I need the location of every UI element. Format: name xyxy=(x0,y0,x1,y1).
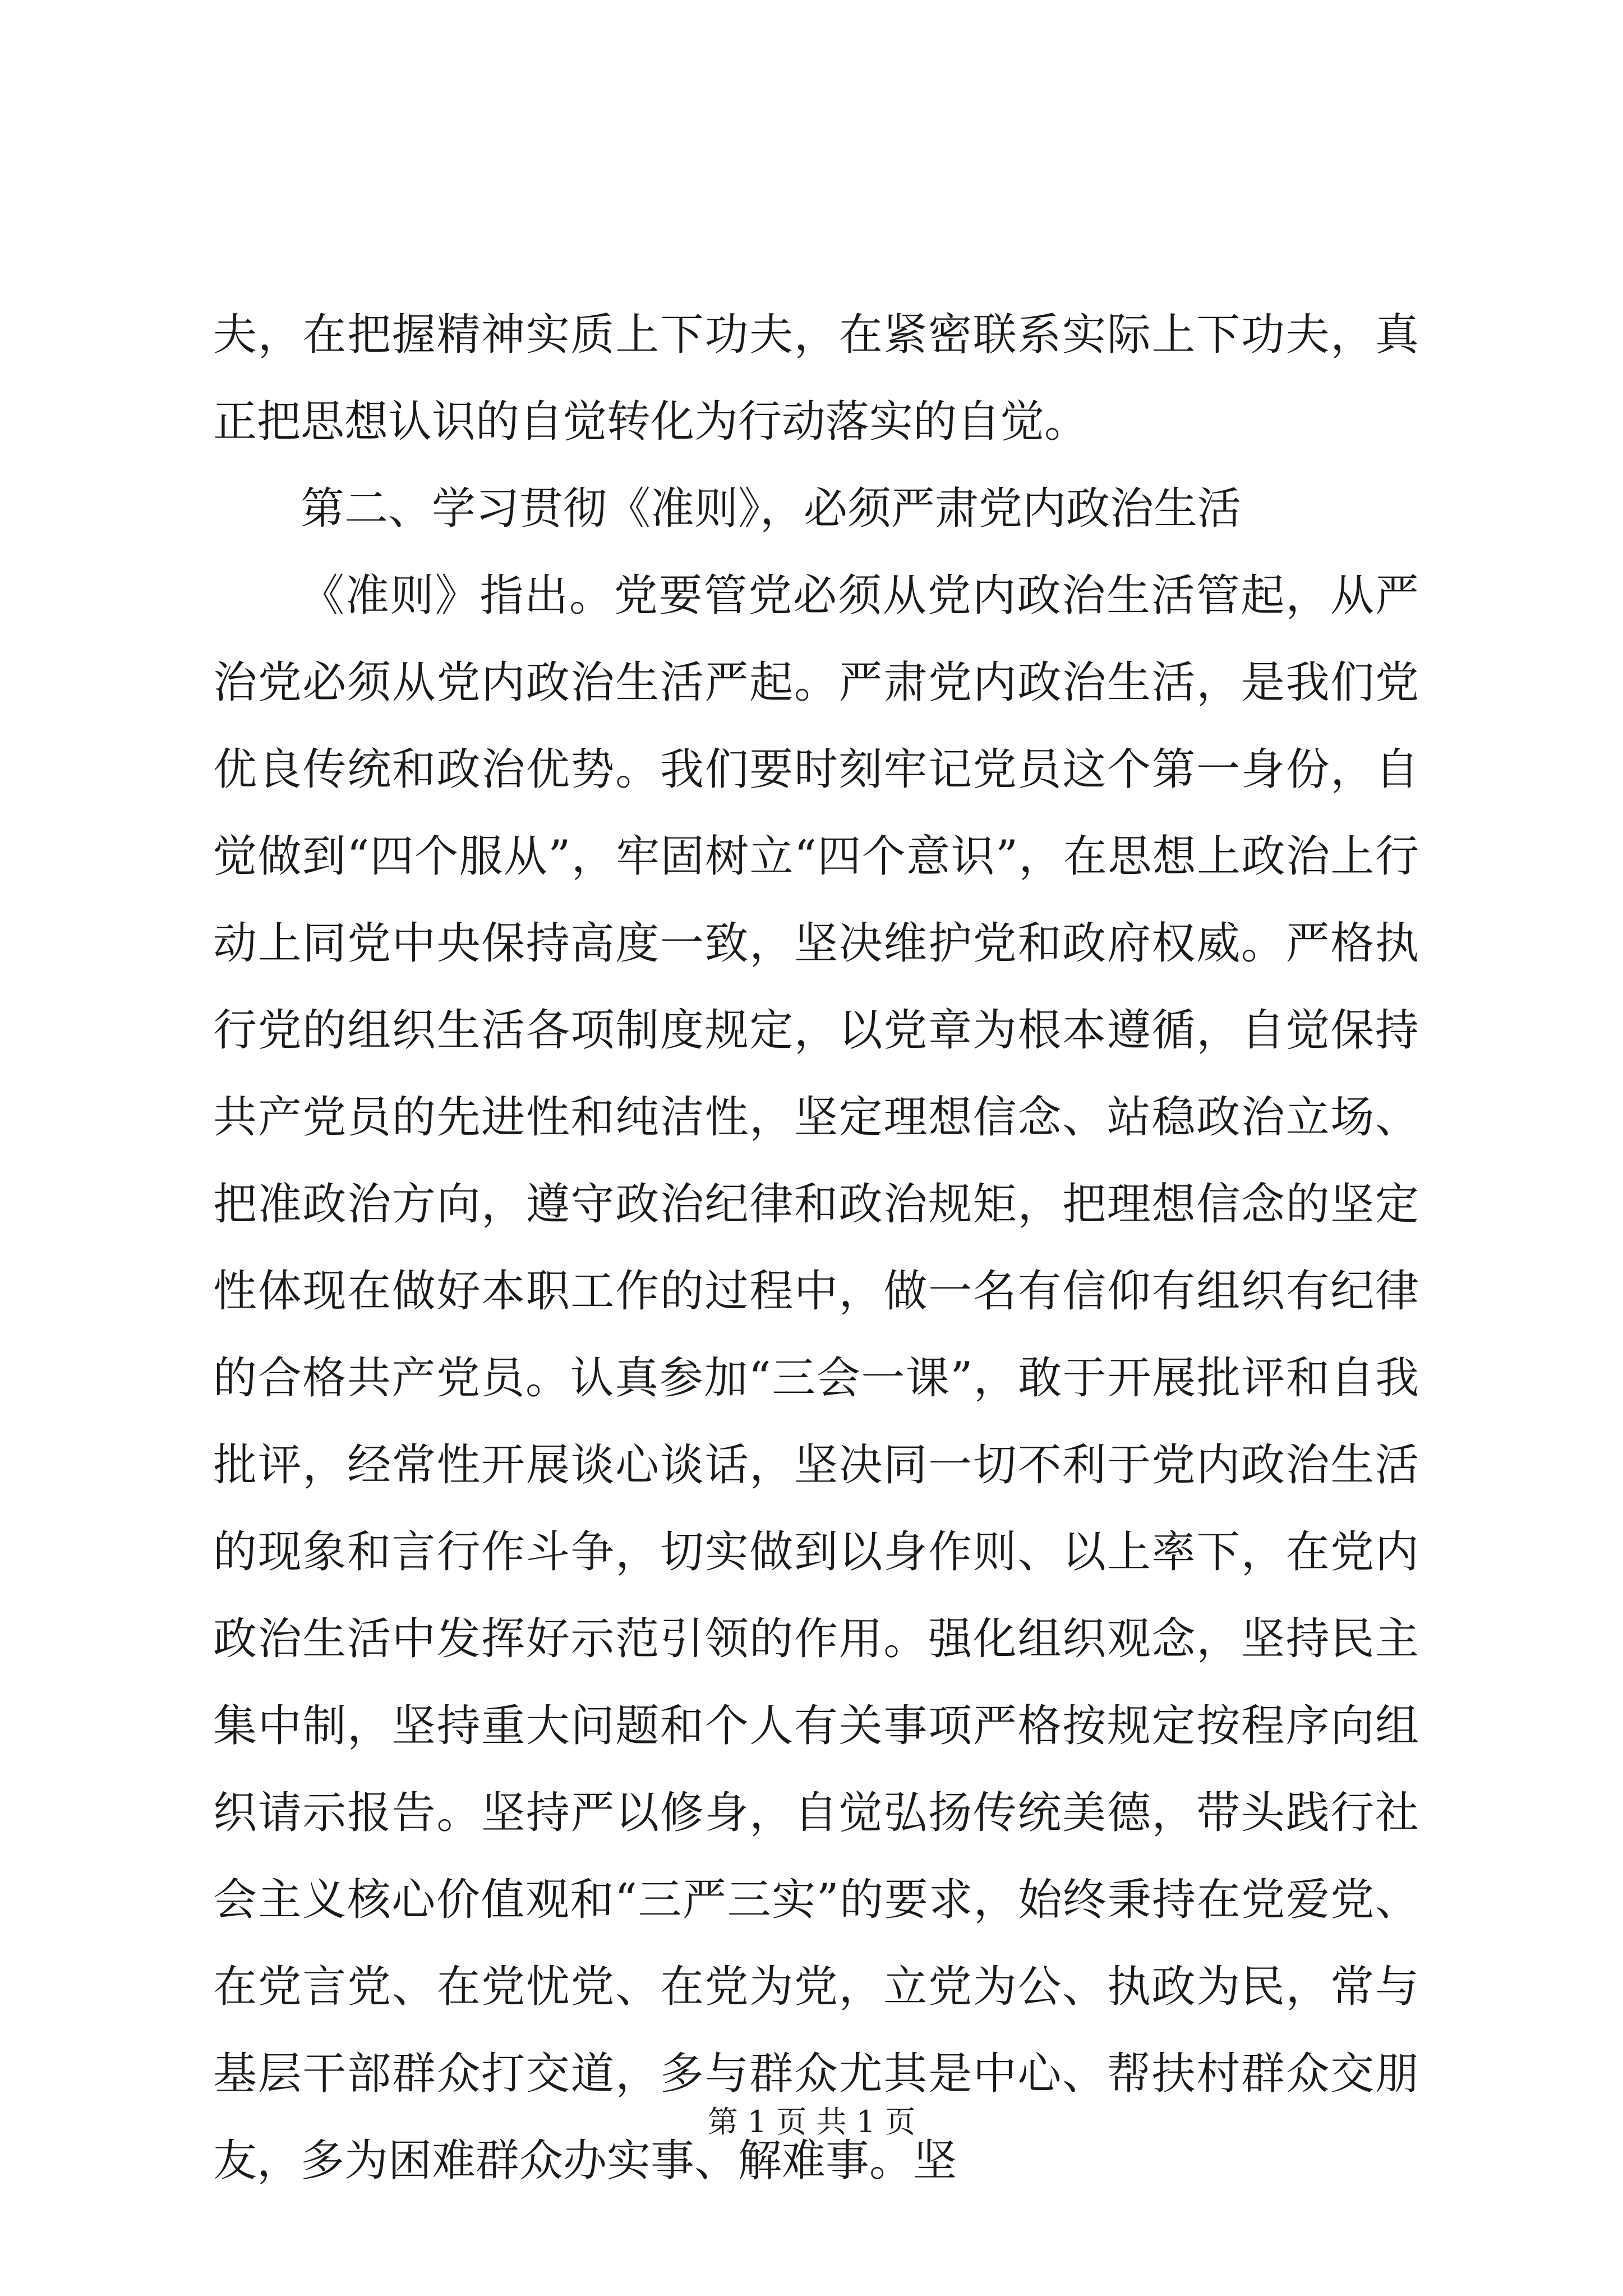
document-body xyxy=(213,292,1419,2205)
continuation-paragraph: 夫，在把握精神实质上下功夫，在紧密联系实际上下功夫，真正把思想认识的自觉转化为行动落实的自觉。 xyxy=(213,310,1419,447)
main-paragraph: 《准则》指出。党要管党必须从党内政治生活管起，从严治党必须从党内政治生活严起。严肃党内政治生活，是我们党优良传统和政治优势。我们要时刻牢记党员这个第一身份，自觉做到“四个服从”，牢固树立“四个意识”，在思想上政治上行动上同党中央保持高度一致，坚决维护党和政府权威。严格执行党的组织生活各项制度规定，以党章为根本遵循，自觉保持共产党员的先进性和纯洁性，坚定理想信念、站稳政治立场、把准政治方向，遵守政治纪律和政治规矩，把理想信念的坚定性体现在做好本职工作的过程中，做一名有信仰有组织有纪律的合格共产党员。认真参加“三会一课”，敢于开展批评和自我批评，经常性开展谈心谈话，坚决同一切不利于党内政治生活的现象和言行作斗争，切实做到以身作则、以上率下，在党内政治生活中发挥好示范引领的作用。强化组织观念，坚持民主集中制，坚持重大问题和个人有关事项严格按规定按程序向组织请示报告。坚持严以修身，自觉弘扬传统美德，带头践行社会主义核心价值观和“三严三实”的要求，始终秉持在党爱党、在党言党、在党忧党、在党为党，立党为公、执政为民，常与基层干部群众打交道，多与群众尤其是中心、帮扶村群众交朋友，多为困难群众办实事、解难事。坚 xyxy=(213,570,1419,2186)
page-footer: 第 1 页 共 1 页 xyxy=(707,2104,916,2139)
section-heading: 第二、学习贯彻《准则》，必须严肃党内政治生活 xyxy=(301,484,1242,534)
